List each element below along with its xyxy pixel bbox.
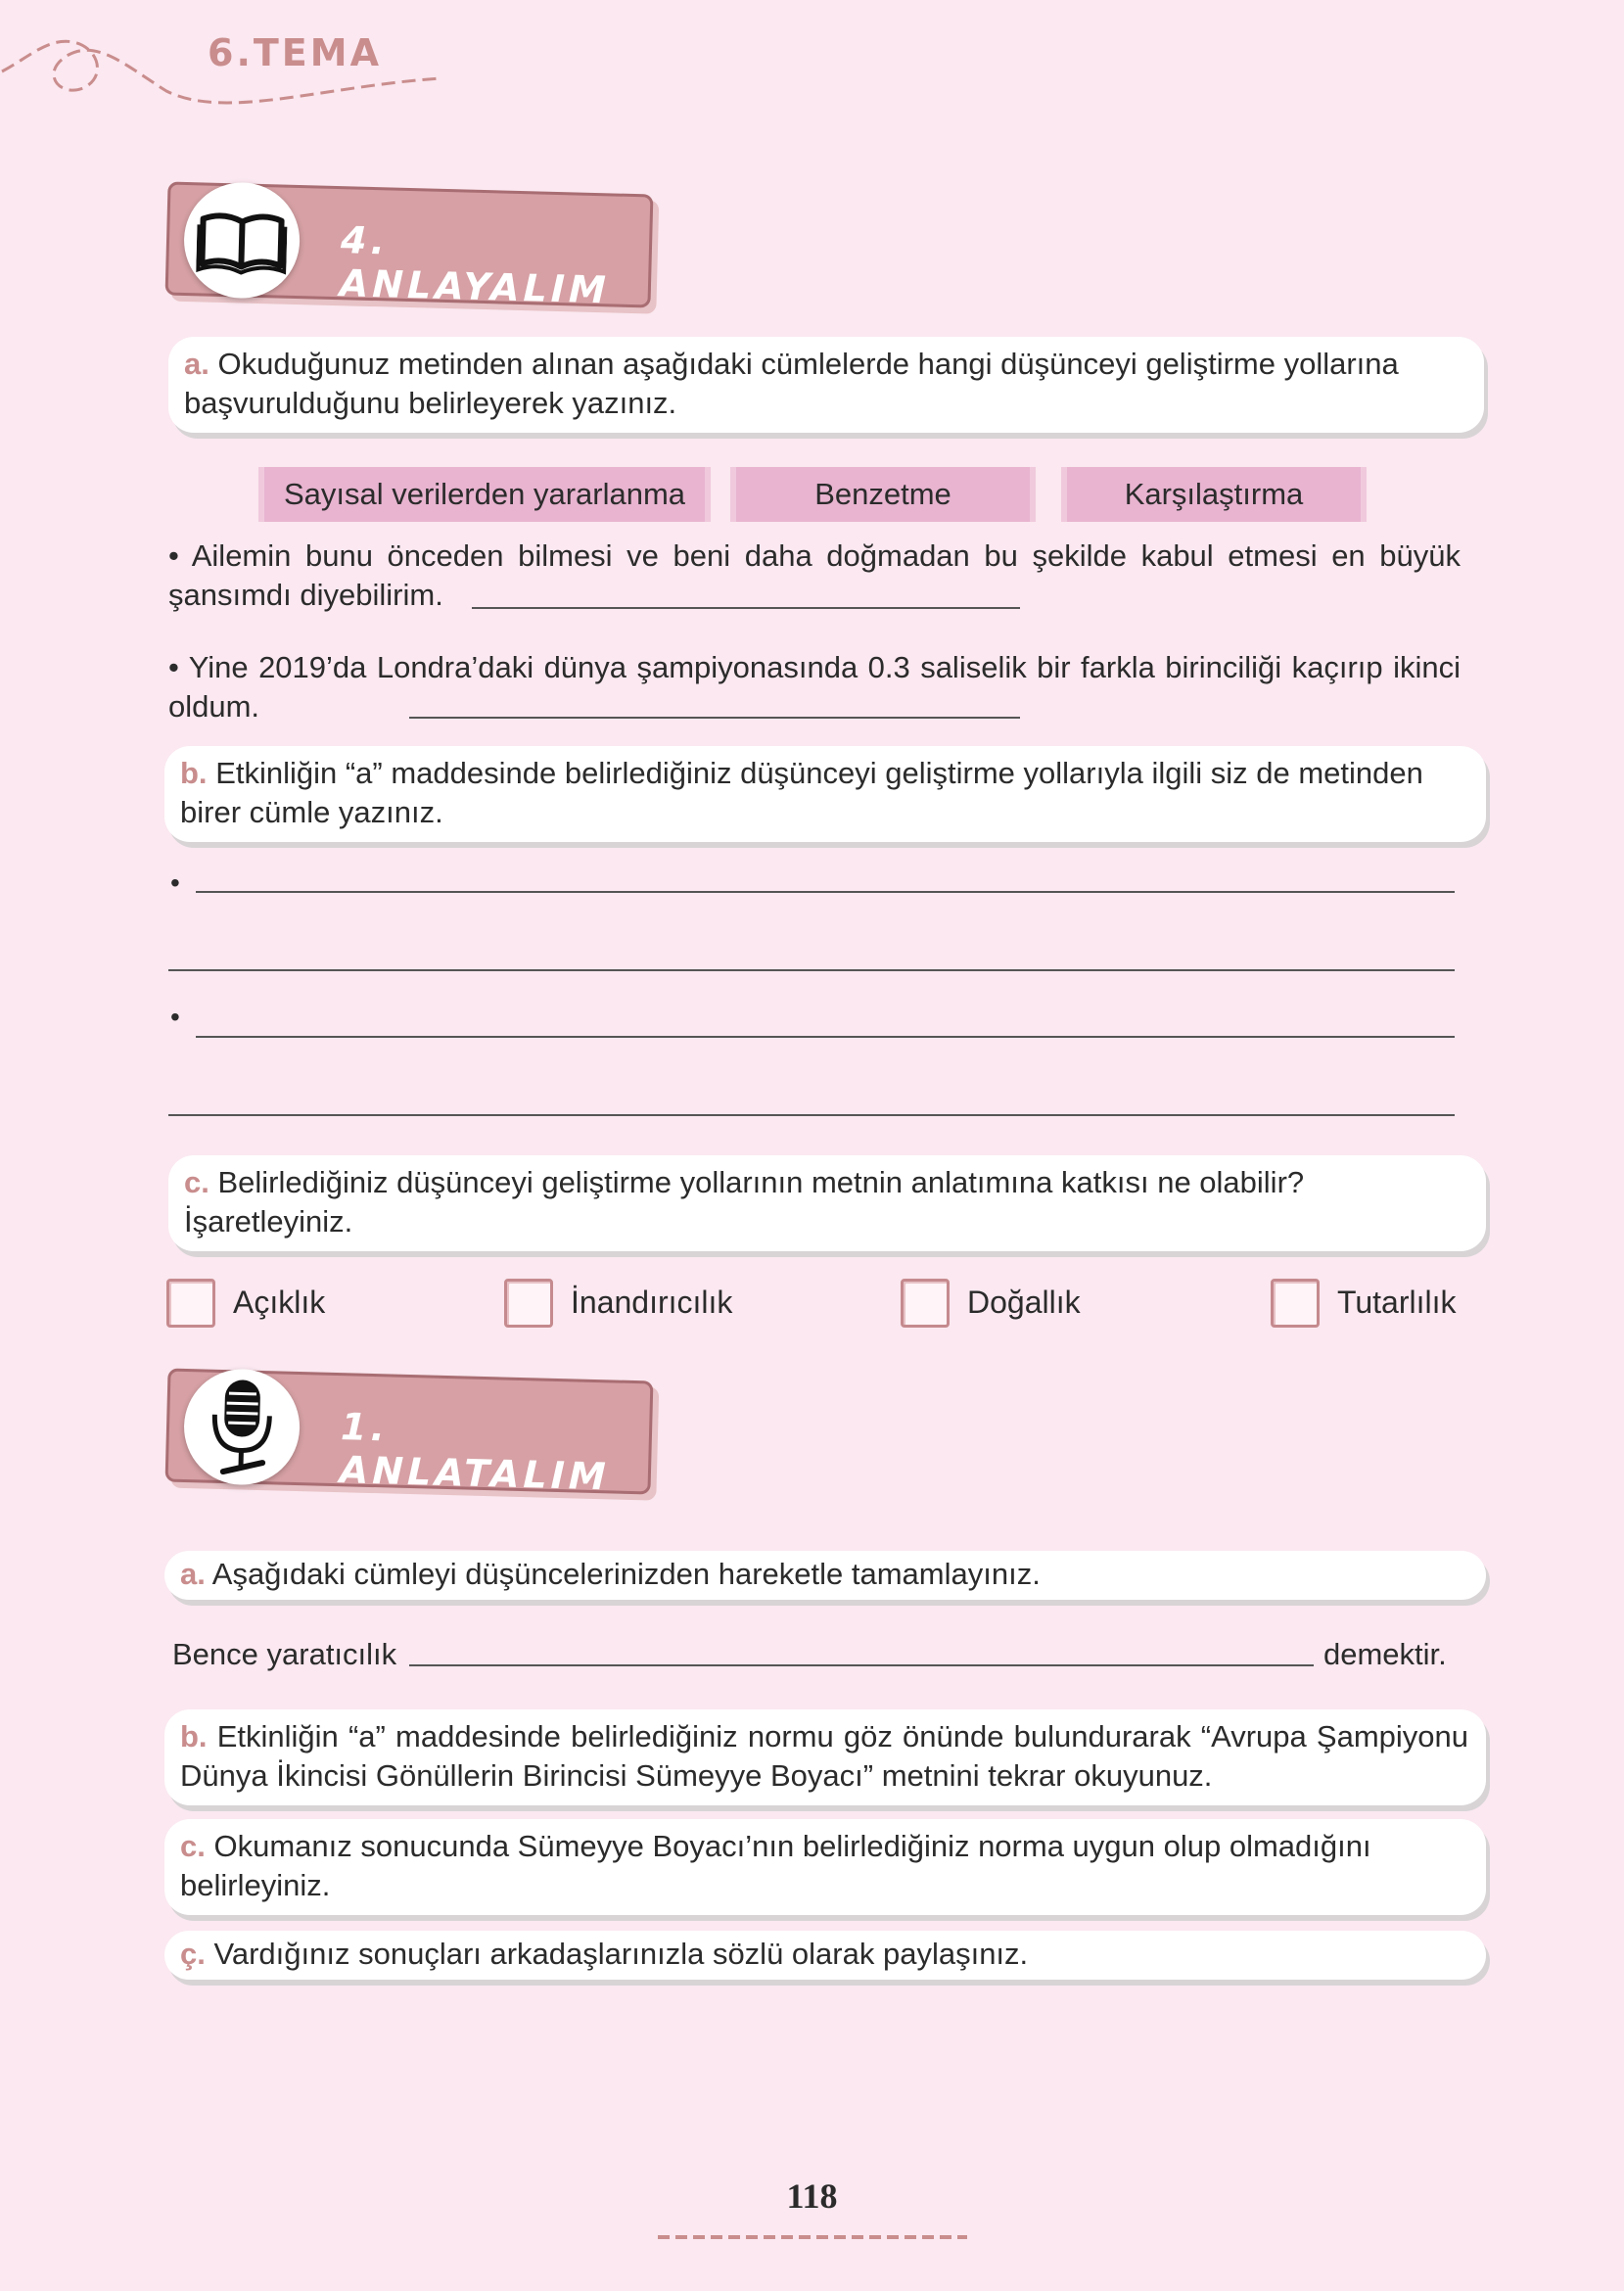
- question-c-box: [168, 1155, 1486, 1251]
- theme-label: 6.TEMA: [208, 31, 382, 74]
- question-text: Okuduğunuz metinden alınan aşağıdaki cümlelerde hangi düşünceyi geliştirme yollarına başvurulduğunu belirleyerek yazınız.: [184, 347, 1399, 420]
- section-banner-anlayalim: [165, 182, 654, 312]
- fill-sentence-start: Bence yaratıcılık: [172, 1637, 397, 1671]
- question-cc-box: [164, 1931, 1486, 1980]
- option-chip-karsilastirma: Karşılaştırma: [1067, 467, 1361, 522]
- microphone-icon: [202, 1375, 283, 1478]
- sentence-text: • Ailemin bunu önceden bilmesi ve beni daha doğmadan bu şekilde kabul etmesi en büyük şansımdı diyebilirim.: [168, 538, 1461, 612]
- answer-line[interactable]: [168, 1114, 1455, 1116]
- question-b-box: [164, 746, 1486, 842]
- checkbox-label: İnandırıcılık: [571, 1285, 733, 1320]
- answer-line[interactable]: [196, 1036, 1455, 1038]
- checkbox-inandiricilik[interactable]: [504, 1279, 553, 1328]
- question-letter: ç.: [180, 1937, 206, 1971]
- section-banner-anlatalim: [165, 1369, 654, 1499]
- question-letter: c.: [184, 1165, 209, 1199]
- checkbox-label: Açıklık: [233, 1285, 326, 1320]
- question-text: Vardığınız sonuçları arkadaşlarınızla sözlü olarak paylaşınız.: [213, 1937, 1029, 1971]
- question-text: Belirlediğiniz düşünceyi geliştirme yollarının metnin anlatımına katkısı ne olabilir? İşaretleyiniz.: [184, 1165, 1305, 1239]
- answer-line[interactable]: [409, 1664, 1314, 1666]
- checkbox-tutarlilik[interactable]: [1271, 1279, 1320, 1328]
- page-number: 118: [786, 2176, 838, 2216]
- answer-line[interactable]: [472, 607, 1020, 609]
- question-text: Okumanız sonucunda Sümeyye Boyacı’nın belirlediğiniz norma uygun olup olmadığını belirleyiniz.: [180, 1829, 1371, 1902]
- section-title: 1. ANLATALIM: [339, 1405, 611, 1499]
- question-text: Etkinliğin “a” maddesinde belirlediğiniz düşünceyi geliştirme yollarıyla ilgili siz de metinden birer cümle yazınız.: [180, 756, 1423, 829]
- checkbox-label: Tutarlılık: [1337, 1285, 1457, 1320]
- question-b-box: [164, 1709, 1486, 1805]
- question-text: Aşağıdaki cümleyi düşüncelerinizden hareketle tamamlayınız.: [211, 1557, 1041, 1591]
- sentence-text: • Yine 2019’da Londra’daki dünya şampiyonasında 0.3 saliselik bir farkla birinciliği kaçırıp ikinci oldum.: [168, 650, 1461, 724]
- question-letter: b.: [180, 756, 208, 790]
- section-title: 4. ANLAYALIM: [339, 218, 611, 312]
- checkbox-aciklik[interactable]: [166, 1279, 215, 1328]
- question-letter: b.: [180, 1719, 208, 1753]
- banner-icon-circle: [183, 181, 302, 300]
- option-chip-sayisal: Sayısal verilerden yararlanma: [264, 467, 705, 522]
- option-chip-benzetme: Benzetme: [736, 467, 1030, 522]
- answer-line[interactable]: [409, 717, 1020, 719]
- bullet: •: [170, 867, 180, 898]
- example-sentence-1: [168, 537, 1461, 615]
- question-c-box: [164, 1819, 1486, 1915]
- banner-icon-circle: [183, 1368, 302, 1486]
- open-book-icon: [196, 205, 288, 275]
- answer-line[interactable]: [196, 891, 1455, 893]
- fill-sentence-end: demektir.: [1323, 1637, 1447, 1671]
- question-letter: a.: [180, 1557, 206, 1591]
- example-sentence-2: [168, 648, 1461, 726]
- question-a-box: [168, 337, 1484, 433]
- checkbox-label: Doğallık: [967, 1285, 1081, 1320]
- answer-line[interactable]: [168, 969, 1455, 971]
- footer-dash-decoration: [656, 2230, 969, 2244]
- question-text: Etkinliğin “a” maddesinde belirlediğiniz normu göz önünde bulundurarak “Avrupa Şampiyonu Dünya İkincisi Gönüllerin Birincisi Sümeyye Boyacı” metnini tekrar okuyunuz.: [180, 1719, 1468, 1793]
- bullet: •: [170, 1002, 180, 1032]
- checkbox-dogallik[interactable]: [901, 1279, 950, 1328]
- question-letter: a.: [184, 347, 209, 381]
- question-letter: c.: [180, 1829, 206, 1863]
- question-a-box: [164, 1551, 1486, 1600]
